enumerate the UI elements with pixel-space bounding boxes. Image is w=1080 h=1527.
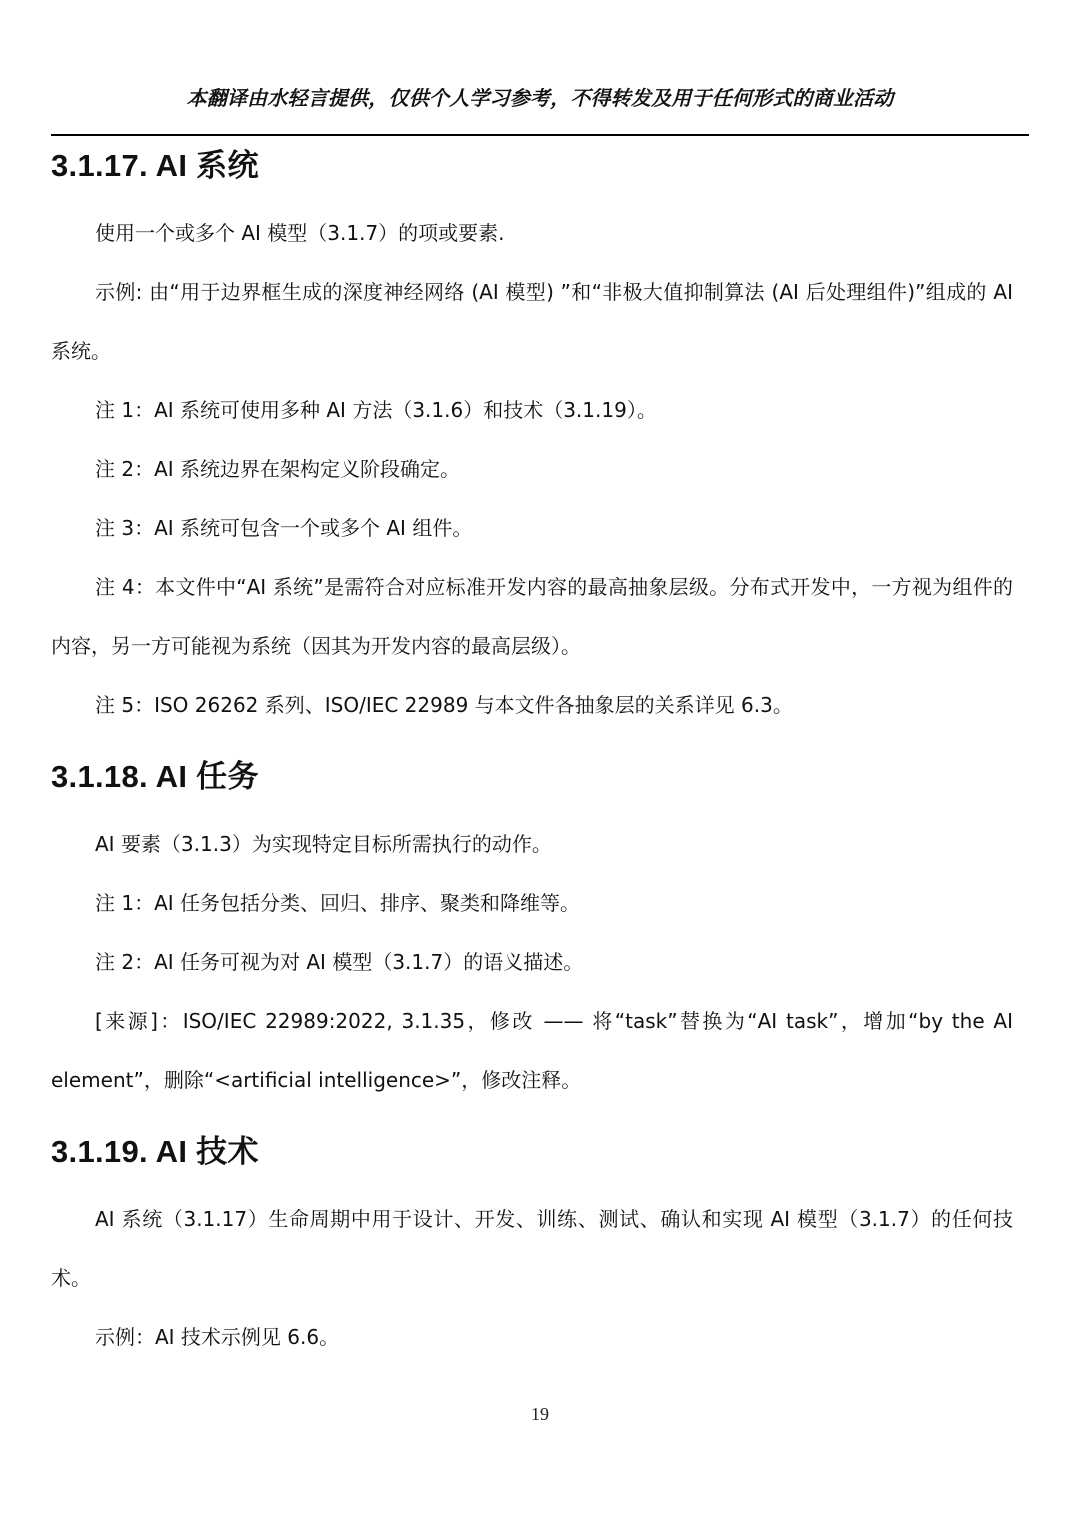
note-1-paragraph: 注 1：AI 任务包括分类、回归、排序、聚类和降维等。 [95, 891, 581, 915]
definition-paragraph: AI 要素（3.1.3）为实现特定目标所需执行的动作。 [95, 832, 552, 856]
document-body [51, 140, 1013, 1367]
definition-paragraph: 使用一个或多个 AI 模型（3.1.7）的项或要素. [95, 221, 505, 245]
section-heading-ai-system: 3.1.17. AI 系统 [51, 148, 259, 183]
note-4-paragraph: 注 4：本文件中“AI 系统”是需符合对应标准开发内容的最高抽象层级。分布式开发中，一方视为组件的内容，另一方可能视为系统（因其为开发内容的最高层级）。 [51, 575, 1013, 658]
section-heading-ai-technology: 3.1.19. AI 技术 [51, 1134, 259, 1169]
header-divider [51, 134, 1029, 136]
section-3-1-19 [51, 1126, 1013, 1367]
section-3-1-18 [51, 751, 1013, 1110]
note-1-paragraph: 注 1：AI 系统可使用多种 AI 方法（3.1.6）和技术（3.1.19）。 [95, 398, 657, 422]
section-heading-ai-task: 3.1.18. AI 任务 [51, 759, 259, 794]
page-number: 19 [531, 1404, 549, 1424]
note-2-paragraph: 注 2：AI 任务可视为对 AI 模型（3.1.7）的语义描述。 [95, 950, 584, 974]
note-3-paragraph: 注 3：AI 系统可包含一个或多个 AI 组件。 [95, 516, 473, 540]
note-2-paragraph: 注 2：AI 系统边界在架构定义阶段确定。 [95, 457, 461, 481]
example-paragraph: 示例：AI 技术示例见 6.6。 [95, 1325, 340, 1349]
example-paragraph: 示例: 由“用于边界框生成的深度神经网络 (AI 模型) ”和“非极大值抑制算法 (AI 后处理组件)”组成的 AI 系统。 [51, 280, 1013, 363]
note-5-paragraph: 注 5：ISO 26262 系列、ISO/IEC 22989 与本文件各抽象层的关系详见 6.3。 [95, 693, 793, 717]
definition-paragraph: AI 系统（3.1.17）生命周期中用于设计、开发、训练、测试、确认和实现 AI 模型（3.1.7）的任何技术。 [51, 1207, 1013, 1290]
source-paragraph: [来源]：ISO/IEC 22989:2022, 3.1.35，修改 —— 将“task”替换为“AI task”，增加“by the AI element”，删除“<artificial intelligence>”，修改注释。 [51, 1009, 1013, 1092]
translation-disclaimer: 本翻译由水轻言提供，仅供个人学习参考，不得转发及用于任何形式的商业活动 [186, 86, 894, 110]
section-3-1-17 [51, 140, 1013, 735]
